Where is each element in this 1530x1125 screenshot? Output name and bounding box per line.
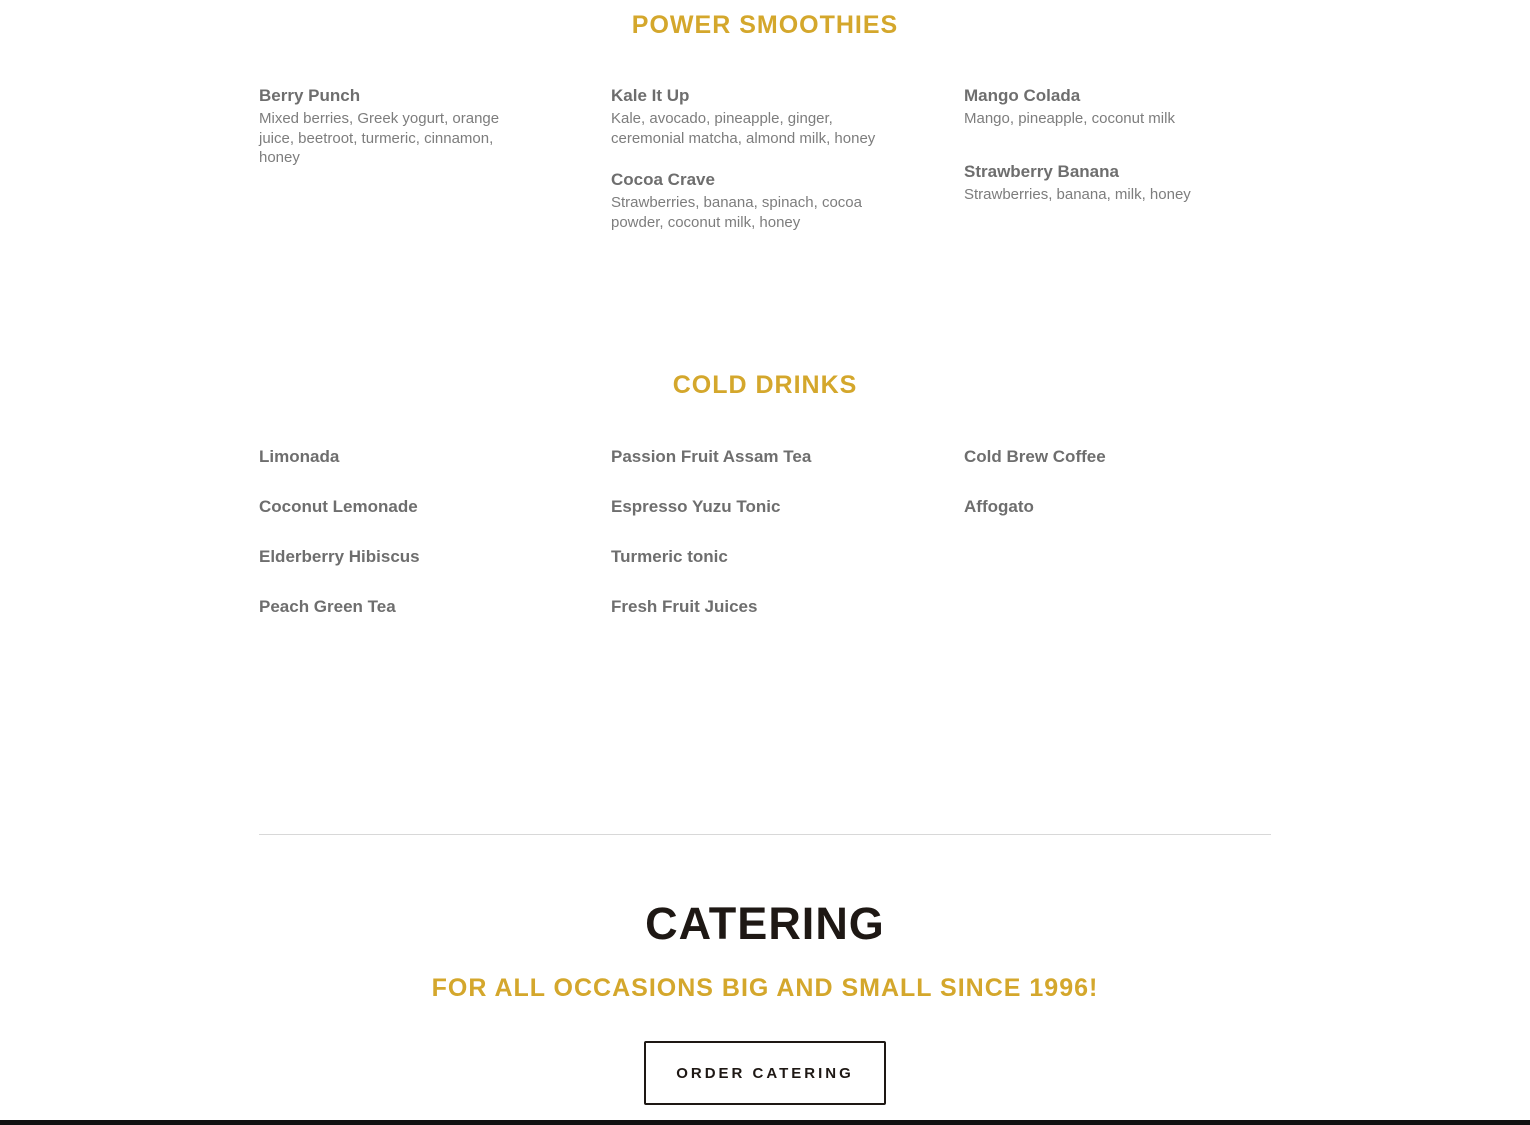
drink-item: Espresso Yuzu Tonic xyxy=(611,497,781,516)
menu-item xyxy=(964,86,1234,129)
drink-item: Coconut Lemonade xyxy=(259,497,418,516)
drink-item: Peach Green Tea xyxy=(259,597,396,616)
menu-item-description: Mixed berries, Greek yogurt, orange juice, beetroot, turmeric, cinnamon, honey xyxy=(259,110,500,166)
drinks-column-2 xyxy=(611,447,881,647)
drinks-column-3 xyxy=(964,447,1234,547)
footer-edge-bar xyxy=(0,1120,1530,1125)
section-divider xyxy=(259,834,1271,835)
catering-subtitle: FOR ALL OCCASIONS BIG AND SMALL SINCE 1996! xyxy=(431,974,1099,1002)
drink-item: Limonada xyxy=(259,447,340,466)
menu-item xyxy=(611,170,881,232)
menu-item-description: Mango, pineapple, coconut milk xyxy=(964,110,1175,127)
menu-item-description: Strawberries, banana, spinach, cocoa powder, coconut milk, honey xyxy=(611,194,862,231)
drink-item: Turmeric tonic xyxy=(611,547,728,566)
drink-item: Elderberry Hibiscus xyxy=(259,547,420,566)
menu-item-name: Berry Punch xyxy=(259,86,361,105)
menu-item-name: Cocoa Crave xyxy=(611,170,715,189)
menu-item xyxy=(611,86,881,148)
cold-drinks-heading: COLD DRINKS xyxy=(672,371,858,399)
smoothies-column-1 xyxy=(259,86,529,190)
menu-item-name: Kale It Up xyxy=(611,86,690,105)
menu-item-name: Strawberry Banana xyxy=(964,161,1119,181)
order-catering-button[interactable]: ORDER CATERING xyxy=(644,1041,886,1105)
menu-item-description: Kale, avocado, pineapple, ginger, ceremonial matcha, almond milk, honey xyxy=(611,110,876,147)
menu-item xyxy=(259,86,529,168)
drinks-column-1 xyxy=(259,447,529,647)
drink-item: Cold Brew Coffee xyxy=(964,447,1106,466)
catering-heading: CATERING xyxy=(645,898,885,949)
drink-item: Affogato xyxy=(964,497,1034,516)
menu-item-description: Strawberries, banana, milk, honey xyxy=(964,185,1191,203)
power-smoothies-heading: POWER SMOOTHIES xyxy=(631,11,899,39)
menu-item xyxy=(964,162,1234,205)
drink-item: Passion Fruit Assam Tea xyxy=(611,447,812,466)
drink-item: Fresh Fruit Juices xyxy=(611,597,758,616)
smoothies-column-3 xyxy=(964,86,1234,226)
menu-item-name: Mango Colada xyxy=(964,86,1081,105)
smoothies-column-2 xyxy=(611,86,881,254)
